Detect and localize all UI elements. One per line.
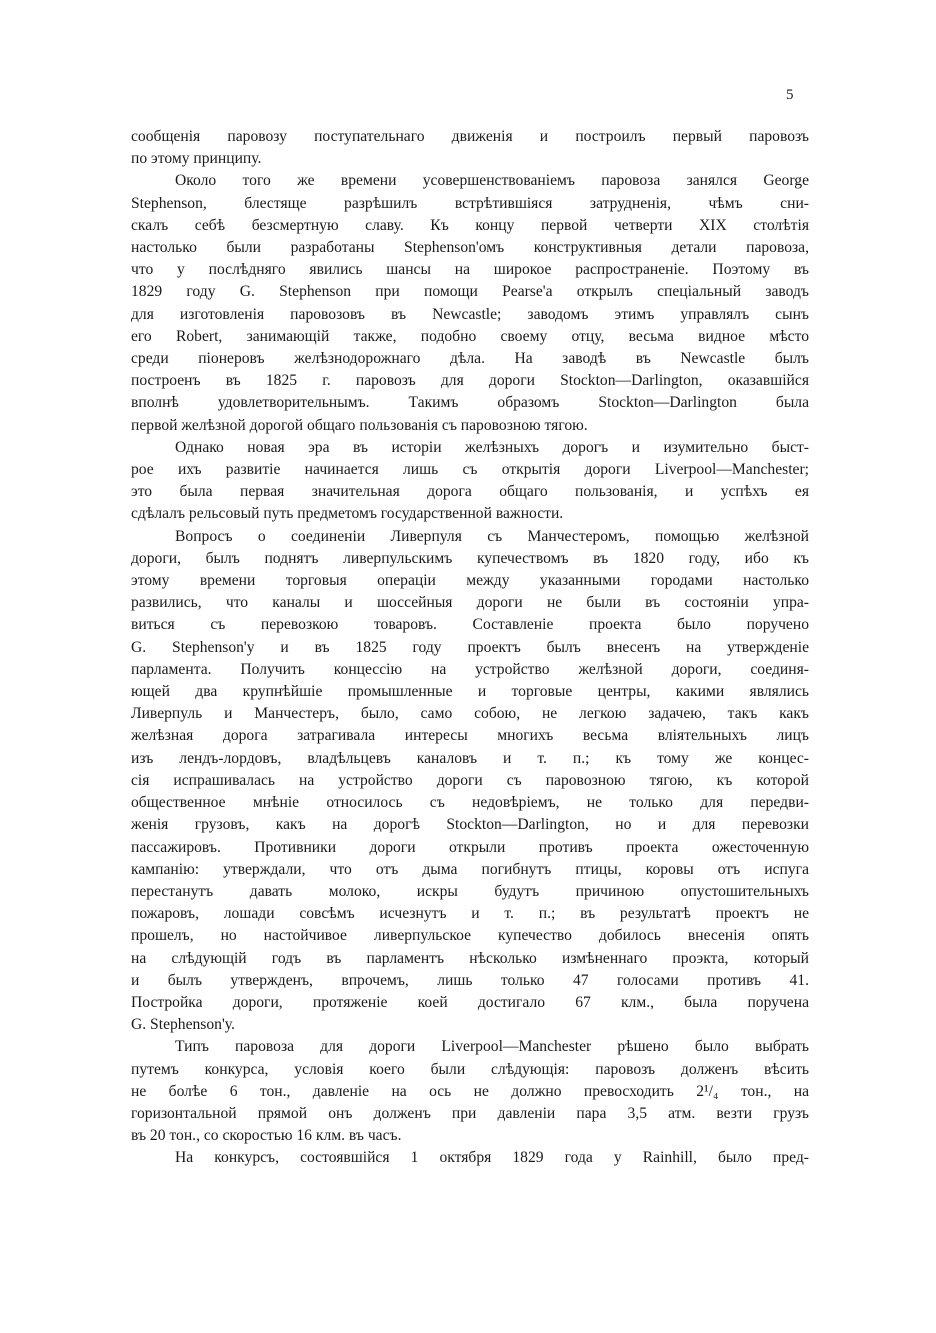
text-line: среди піонеровъ желѣзнодорожнаго дѣла. На заводѣ въ Newcastle былъ [131, 350, 809, 368]
text-line: Типъ паровоза для дороги Liverpool—Manchester рѣшено было выбрать [175, 1038, 809, 1056]
text-line: вполнѣ удовлетворительнымъ. Такимъ образомъ Stockton—Darlington была [131, 394, 809, 412]
text-line: общественное мнѣніе относилось съ недовѣріемъ, не только для передви- [131, 794, 809, 812]
text-line: горизонтальной прямой онъ долженъ при давленіи пара 3,5 атм. везти грузъ [131, 1104, 809, 1122]
paragraph [131, 1036, 809, 1147]
text-line: перестанутъ давать молоко, искры будутъ причиною опустошительныхъ [131, 882, 809, 900]
text-line: ющей два крупнѣйшіе промышленные и торговые центры, какими являлись [131, 683, 809, 701]
text-line: сія испрашивалась на устройство дороги съ паровозною тягою, къ которой [131, 771, 809, 789]
text-line: и былъ утвержденъ, впрочемъ, лишь только 47 голосами противъ 41. [131, 971, 809, 989]
paragraph [131, 126, 809, 170]
page-number: 5 [786, 87, 794, 103]
text-line: пассажировъ. Противники дороги открыли противъ проекта ожесточенную [131, 838, 809, 856]
text-line: скалъ себѣ безсмертную славу. Къ концу первой четверти XIX столѣтія [131, 216, 809, 234]
text-line: Ливерпуль и Манчестеръ, было, само собою, не легкою задачею, такъ какъ [131, 705, 809, 723]
body-text [131, 126, 809, 1170]
text-line: первой желѣзной дорогой общаго пользованія съ паровозною тягою. [131, 416, 588, 434]
text-line: этому времени торговыя операціи между указанными городами настолько [131, 572, 809, 590]
text-line: развились, что каналы и шоссейныя дороги не были въ состояніи упра- [131, 594, 809, 612]
text-line: изъ лендъ-лордовъ, владѣльцевъ каналовъ и т. п.; къ тому же концес- [131, 749, 809, 767]
paragraph [131, 526, 809, 1037]
text-line: G. Stephenson'у и въ 1825 году проектъ былъ внесенъ на утвержденіе [131, 638, 809, 656]
text-line: желѣзная дорога затрагивала интересы многихъ весьма вліятельныхъ лицъ [131, 727, 809, 745]
text-line: сообщенія паровозу поступательнаго движенія и построилъ первый паровозъ [131, 128, 809, 145]
text-line: это была первая значительная дорога общаго пользованія, и успѣхъ ея [131, 483, 809, 501]
text-line: для изготовленія паровозовъ въ Newcastle; заводомъ этимъ управлялъ сынъ [131, 305, 809, 323]
text-line: пожаровъ, лошади совсѣмъ исчезнутъ и т. п.; въ результатѣ проектъ не [131, 905, 809, 923]
text-line: Около того же времени усовершенствованіемъ паровоза занялся George [175, 172, 809, 190]
text-line: сдѣлалъ рельсовый путь предметомъ государственной важности. [131, 505, 564, 523]
text-line: 1829 году G. Stephenson при помощи Pearse'а открылъ спеціальный заводъ [131, 283, 809, 301]
text-line: на слѣдующій годъ въ парламентъ нѣсколько измѣненнаго проэкта, который [131, 949, 809, 967]
text-line: парламента. Получить концессію на устройство желѣзной дороги, соединя- [131, 660, 809, 678]
text-line: въ 20 тон., со скоростью 16 клм. въ часъ. [131, 1127, 402, 1145]
text-line: по этому принципу. [131, 150, 262, 168]
text-line: На конкурсъ, состоявшійся 1 октября 1829 года у Rainhill, было пред- [175, 1149, 809, 1167]
text-line: дороги, былъ поднятъ ливерпульскимъ купечествомъ въ 1820 году, ибо къ [131, 549, 809, 567]
text-line: настолько были разработаны Stephenson'омъ конструктивныя детали паровоза, [131, 239, 809, 257]
paragraph [131, 170, 809, 436]
text-line: построенъ въ 1825 г. паровозъ для дороги Stockton—Darlington, оказавшійся [131, 372, 809, 390]
text-line: не болѣе 6 тон., давленіе на ось не должно превосходить 2¹/₄ тон., на [131, 1082, 809, 1100]
text-line: Однако новая эра въ исторіи желѣзныхъ дорогъ и изумительно быст- [175, 438, 809, 456]
text-line: G. Stephenson'у. [131, 1016, 235, 1034]
text-line: кампанію: утверждали, что отъ дыма погибнутъ птицы, коровы отъ испуга [131, 860, 809, 878]
paragraph [131, 437, 809, 526]
text-line: Stephenson, блестяще разрѣшилъ встрѣтившіяся затрудненія, чѣмъ сни- [131, 194, 809, 212]
text-line: его Robert, занимающій также, подобно своему отцу, весьма видное мѣсто [131, 327, 809, 345]
text-line: прошелъ, но настойчивое ливерпульское купечество добилось внесенія опять [131, 927, 809, 945]
text-line: женія грузовъ, какъ на дорогѣ Stockton—Darlington, но и для перевозки [131, 816, 809, 834]
text-line: Постройка дороги, протяженіе коей достигало 67 клм., была поручена [131, 993, 809, 1011]
text-line: виться съ перевозкою товаровъ. Составленіе проекта было поручено [131, 616, 809, 634]
paragraph [131, 1147, 809, 1169]
text-line: рое ихъ развитіе начинается лишь съ открытія дороги Liverpool—Manchester; [131, 461, 809, 479]
text-line: Вопросъ о соединеніи Ливерпуля съ Манчестеромъ, помощью желѣзной [175, 527, 809, 545]
text-line: путемъ конкурса, условія коего были слѣдующія: паровозъ долженъ вѣсить [131, 1060, 809, 1078]
text-line: что у послѣдняго явились шансы на широкое распространеніе. Поэтому въ [131, 261, 809, 279]
